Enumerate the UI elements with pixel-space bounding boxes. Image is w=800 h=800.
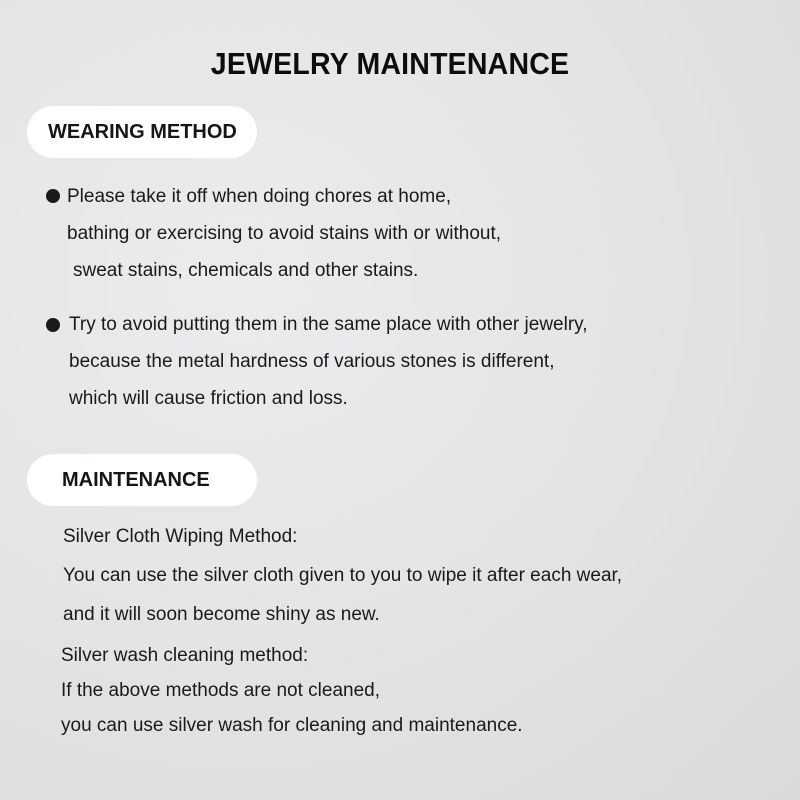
- section-heading-label: WEARING METHOD: [48, 120, 237, 143]
- paragraph-line: Silver wash cleaning method:: [61, 645, 309, 666]
- page-title: JEWELRY MAINTENANCE: [210, 46, 570, 81]
- paragraph-line: If the above methods are not cleaned,: [61, 680, 380, 701]
- paragraph-line: Silver Cloth Wiping Method:: [63, 526, 298, 547]
- section-heading-maintenance: [27, 454, 257, 506]
- bullet-line: Please take it off when doing chores at home,: [67, 186, 452, 207]
- bullet-item-chores: [67, 178, 501, 289]
- section-heading-wearing-method: [27, 106, 257, 158]
- bullet-item-storage: [69, 306, 588, 417]
- bullet-line: sweat stains, chemicals and other stains.: [73, 260, 419, 281]
- bullet-line: because the metal hardness of various stones is different,: [69, 351, 555, 372]
- bullet-line: bathing or exercising to avoid stains with or without,: [67, 223, 502, 244]
- section-heading-label: MAINTENANCE: [62, 468, 210, 491]
- paragraph-silver-cloth: [63, 517, 622, 634]
- paragraph-line: You can use the silver cloth given to you to wipe it after each wear,: [63, 565, 623, 586]
- paragraph-silver-wash: [61, 638, 523, 743]
- paragraph-line: and it will soon become shiny as new.: [63, 604, 380, 625]
- bullet-icon: [46, 189, 60, 203]
- bullet-line: which will cause friction and loss.: [69, 388, 348, 409]
- bullet-icon: [46, 318, 60, 332]
- paragraph-line: you can use silver wash for cleaning and maintenance.: [61, 715, 523, 736]
- bullet-line: Try to avoid putting them in the same place with other jewelry,: [69, 314, 588, 335]
